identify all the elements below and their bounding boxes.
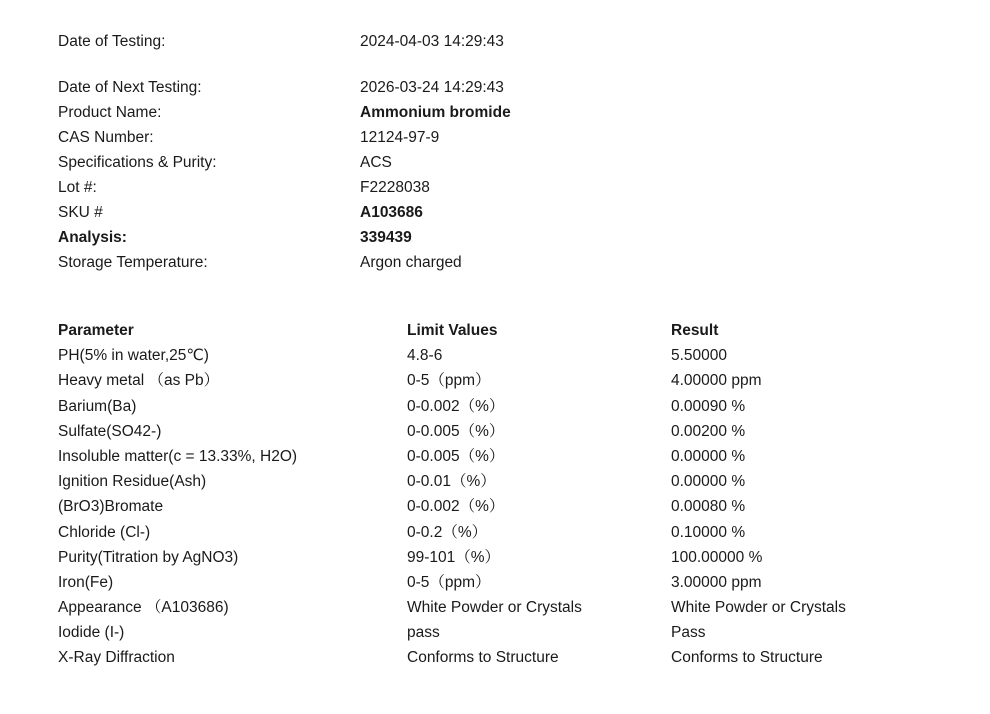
info-value: F2228038: [360, 179, 430, 196]
table-row: [58, 595, 938, 620]
parameter-table: [58, 318, 938, 671]
table-row: [58, 620, 938, 645]
cell-limit-value: 0-5（ppm）: [407, 372, 491, 390]
table-row: [58, 394, 938, 419]
cell-result: 0.00000 %: [671, 473, 746, 491]
table-row: [58, 444, 938, 469]
info-label: Specifications & Purity:: [58, 154, 217, 171]
info-value: Ammonium bromide: [360, 104, 511, 121]
column-header-result: Result: [671, 322, 719, 339]
info-label: Analysis:: [58, 229, 127, 246]
info-label: Storage Temperature:: [58, 254, 208, 271]
info-value: A103686: [360, 204, 423, 221]
table-row: [58, 343, 938, 368]
cell-result: 5.50000: [671, 347, 728, 365]
info-value: 2024-04-03 14:29:43: [360, 33, 504, 50]
table-row: [58, 520, 938, 545]
cell-result: 0.00000 %: [671, 447, 746, 465]
cell-result: 0.00200 %: [671, 422, 746, 440]
info-label: Product Name:: [58, 104, 162, 121]
cell-result: Pass: [671, 624, 706, 642]
info-label: Date of Next Testing:: [58, 79, 202, 96]
cell-limit-value: 0-0.002（%）: [407, 397, 505, 415]
info-label: Date of Testing:: [58, 33, 166, 50]
cell-parameter: Ignition Residue(Ash): [58, 473, 207, 491]
cell-parameter: Appearance （A103686): [58, 599, 229, 617]
table-row: [58, 645, 938, 670]
info-value: 2026-03-24 14:29:43: [360, 79, 504, 96]
table-body: [58, 343, 938, 670]
cell-result: Conforms to Structure: [671, 649, 823, 667]
info-value: ACS: [360, 154, 392, 171]
table-row: [58, 469, 938, 494]
info-row-date-of-testing: [58, 29, 758, 54]
cell-parameter: Chloride (Cl-): [58, 523, 151, 541]
cell-limit-value: pass: [407, 624, 440, 642]
info-value: 339439: [360, 229, 412, 246]
info-label: SKU #: [58, 204, 103, 221]
cell-limit-value: 99-101（%）: [407, 548, 501, 566]
info-value: 12124-97-9: [360, 129, 440, 146]
cell-parameter: Heavy metal （as Pb）: [58, 372, 220, 390]
cell-limit-value: 0-0.002（%）: [407, 498, 505, 516]
table-row: [58, 545, 938, 570]
cell-limit-value: White Powder or Crystals: [407, 599, 582, 617]
cell-result: 3.00000 ppm: [671, 573, 762, 591]
column-header-parameter: Parameter: [58, 322, 134, 339]
info-row-specifications: [58, 150, 758, 175]
cell-parameter: Barium(Ba): [58, 397, 137, 415]
cell-parameter: (BrO3)Bromate: [58, 498, 164, 516]
cell-result: 0.00090 %: [671, 397, 746, 415]
info-label: Lot #:: [58, 179, 97, 196]
cell-result: 0.10000 %: [671, 523, 746, 541]
info-row-storage-temperature: [58, 250, 758, 275]
cell-result: White Powder or Crystals: [671, 599, 846, 617]
cell-result: 4.00000 ppm: [671, 372, 762, 390]
info-row-lot: [58, 175, 758, 200]
table-row: [58, 368, 938, 393]
cell-limit-value: Conforms to Structure: [407, 649, 559, 667]
cell-limit-value: 4.8-6: [407, 347, 443, 365]
info-row-analysis: [58, 225, 758, 250]
cell-parameter: Insoluble matter(c = 13.33%, H2O): [58, 447, 298, 465]
column-header-limit-values: Limit Values: [407, 322, 498, 339]
info-row-date-of-next-testing: [58, 75, 758, 100]
info-label: CAS Number:: [58, 129, 154, 146]
cell-parameter: Purity(Titration by AgNO3): [58, 548, 239, 566]
info-row-cas-number: [58, 125, 758, 150]
table-row: [58, 494, 938, 519]
cell-result: 100.00000 %: [671, 548, 763, 566]
cell-limit-value: 0-5（ppm）: [407, 573, 491, 591]
cell-parameter: X-Ray Diffraction: [58, 649, 175, 667]
table-row: [58, 570, 938, 595]
cell-result: 0.00080 %: [671, 498, 746, 516]
info-row-product-name: [58, 100, 758, 125]
product-info-section: [58, 29, 758, 275]
cell-limit-value: 0-0.01（%）: [407, 473, 496, 491]
info-value: Argon charged: [360, 254, 462, 271]
table-row: [58, 419, 938, 444]
cell-parameter: Iodide (I-): [58, 624, 125, 642]
cell-parameter: Sulfate(SO42-): [58, 422, 162, 440]
cell-parameter: Iron(Fe): [58, 573, 114, 591]
cell-limit-value: 0-0.005（%）: [407, 447, 505, 465]
info-row-sku: [58, 200, 758, 225]
cell-parameter: PH(5% in water,25℃): [58, 347, 209, 365]
cell-limit-value: 0-0.2（%）: [407, 523, 488, 541]
cell-limit-value: 0-0.005（%）: [407, 422, 505, 440]
table-header-row: [58, 318, 938, 343]
